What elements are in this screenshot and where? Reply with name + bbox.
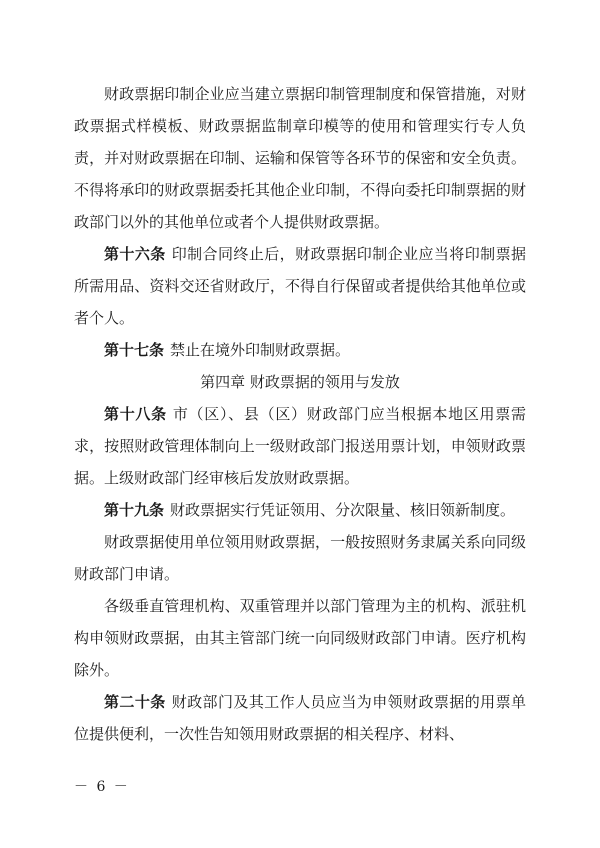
paragraph-1 [74,78,526,238]
page-number: － 6 － [74,779,130,795]
article-number: 第十七条 [104,341,165,359]
article-number: 第十六条 [104,245,166,263]
article-19 [74,494,526,526]
paragraph-7 [74,526,526,590]
article-16 [74,238,526,334]
paragraph-text: 财政票据印制企业应当建立票据印制管理制度和保管措施，对财政票据式样模板、财政票据监制章印模等的使用和管理实行专人负责，并对财政票据在印制、运输和保管等各环节的保密和安全负责。不得将承印的财政票据委托其他企业印制，不得向委托印制票据的财政部门以外的其他单位或者个人提供财政票据。 [74,85,526,231]
article-number: 第十九条 [104,501,165,519]
article-18 [74,398,526,494]
article-number: 第二十条 [104,693,166,711]
paragraph-text: 印制合同终止后，财政票据印制企业应当将印制票据所需用品、资料交还省财政厅，不得自行保留或者提供给其他单位或者个人。 [74,245,526,327]
paragraph-8 [74,590,526,686]
article-17 [74,334,526,366]
paragraph-text: 财政票据实行凭证领用、分次限量、核旧领新制度。 [170,501,516,519]
document-body [74,78,526,750]
article-20 [74,686,526,750]
paragraph-text: 财政部门及其工作人员应当为申领财政票据的用票单位提供便利，一次性告知领用财政票据的相关程序、材料、 [74,693,526,743]
paragraph-text: 财政票据使用单位领用财政票据，一般按照财务隶属关系向同级财政部门申请。 [74,533,526,583]
chapter-heading: 第四章 财政票据的领用与发放 [200,373,400,391]
article-number: 第十八条 [104,405,167,423]
paragraph-text: 禁止在境外印制财政票据。 [170,341,351,359]
paragraph-text: 市（区）、县（区）财政部门应当根据本地区用票需求，按照财政管理体制向上一级财政部门报送用票计划，申领财政票据。上级财政部门经审核后发放财政票据。 [74,405,526,487]
paragraph-text: 各级垂直管理机构、双重管理并以部门管理为主的机构、派驻机构申领财政票据，由其主管部门统一向同级财政部门申请。医疗机构除外。 [74,597,526,679]
